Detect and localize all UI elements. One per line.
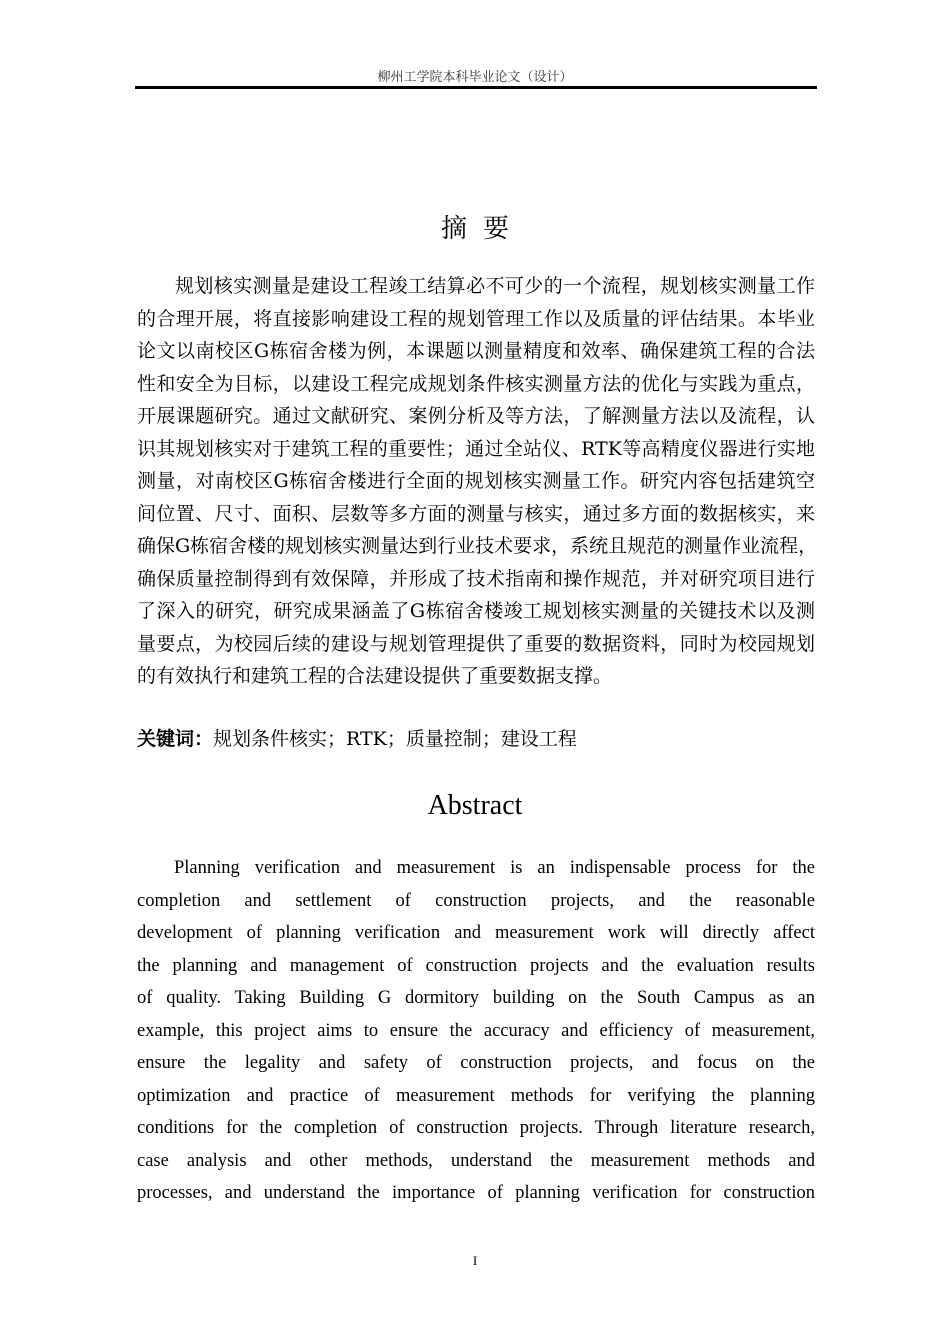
text-line: 了深入的研究，研究成果涵盖了G栋宿舍楼竣工规划核实测量的关键技术以及测: [137, 600, 815, 622]
text-line: development of planning verification and measurement work will directly affect: [137, 923, 815, 943]
text-line: completion and settlement of construction projects, and the reasonable: [137, 890, 815, 911]
abstract-en-body: [137, 852, 815, 1210]
running-header: 柳州工学院本科毕业论文（设计）: [377, 70, 573, 85]
text-line: 性和安全为目标，以建设工程完成规划条件核实测量方法的优化与实践为重点，: [137, 372, 815, 395]
keywords-label: 关键词：: [137, 728, 214, 750]
keywords: [137, 724, 577, 754]
text-line: 开展课题研究。通过文献研究、案例分析及等方法，了解测量方法以及流程，认: [137, 405, 815, 427]
text-line: 间位置、尺寸、面积、层数等多方面的测量与核实，通过多方面的数据核实，来: [137, 502, 815, 525]
text-line: processes, and understand the importance of planning verification for construction: [137, 1183, 815, 1203]
header-rule: [135, 86, 817, 89]
abstract-cn-body: [137, 270, 818, 693]
title-char: 要: [483, 214, 510, 244]
abstract-cn-title: [0, 208, 950, 245]
text-line: the planning and management of construction projects and the evaluation results: [137, 955, 815, 976]
text-line: 确保G栋宿舍楼的规划核实测量达到行业技术要求，系统且规范的测量作业流程，: [137, 535, 818, 557]
text-line: 测量，对南校区G栋宿舍楼进行全面的规划核实测量工作。研究内容包括建筑空: [137, 470, 815, 492]
text-line: 规划核实测量是建设工程竣工结算必不可少的一个流程，规划核实测量工作: [175, 275, 815, 297]
text-line: Planning verification and measurement is an indispensable process for the: [174, 858, 815, 878]
text-line: optimization and practice of measurement methods for verifying the planning: [137, 1085, 815, 1106]
keywords-value: 规划条件核实；RTK；质量控制；建设工程: [213, 728, 577, 750]
text-line: 量要点，为校园后续的建设与规划管理提供了重要的数据资料，同时为校园规划: [137, 632, 815, 655]
abstract-en-title: Abstract: [427, 790, 523, 821]
page-number: I: [472, 1253, 478, 1268]
text-line: 确保质量控制得到有效保障，并形成了技术指南和操作规范，并对研究项目进行: [137, 567, 815, 590]
text-line: conditions for the completion of construction projects. Through literature research,: [137, 1118, 815, 1138]
text-line: example, this project aims to ensure the accuracy and efficiency of measurement,: [137, 1020, 815, 1041]
title-char: 摘: [440, 214, 467, 244]
text-line: 的合理开展，将直接影响建设工程的规划管理工作以及质量的评估结果。本毕业: [137, 307, 815, 330]
text-line: case analysis and other methods, understand the measurement methods and: [137, 1150, 815, 1171]
text-line: ensure the legality and safety of construction projects, and focus on the: [137, 1053, 815, 1073]
text-line: 的有效执行和建筑工程的合法建设提供了重要数据支撑。: [137, 665, 613, 687]
text-line: 论文以南校区G栋宿舍楼为例，本课题以测量精度和效率、确保建筑工程的合法: [137, 340, 815, 362]
text-line: of quality. Taking Building G dormitory building on the South Campus as an: [137, 988, 815, 1008]
text-line: 识其规划核实对于建筑工程的重要性；通过全站仪、RTK等高精度仪器进行实地: [137, 437, 815, 460]
